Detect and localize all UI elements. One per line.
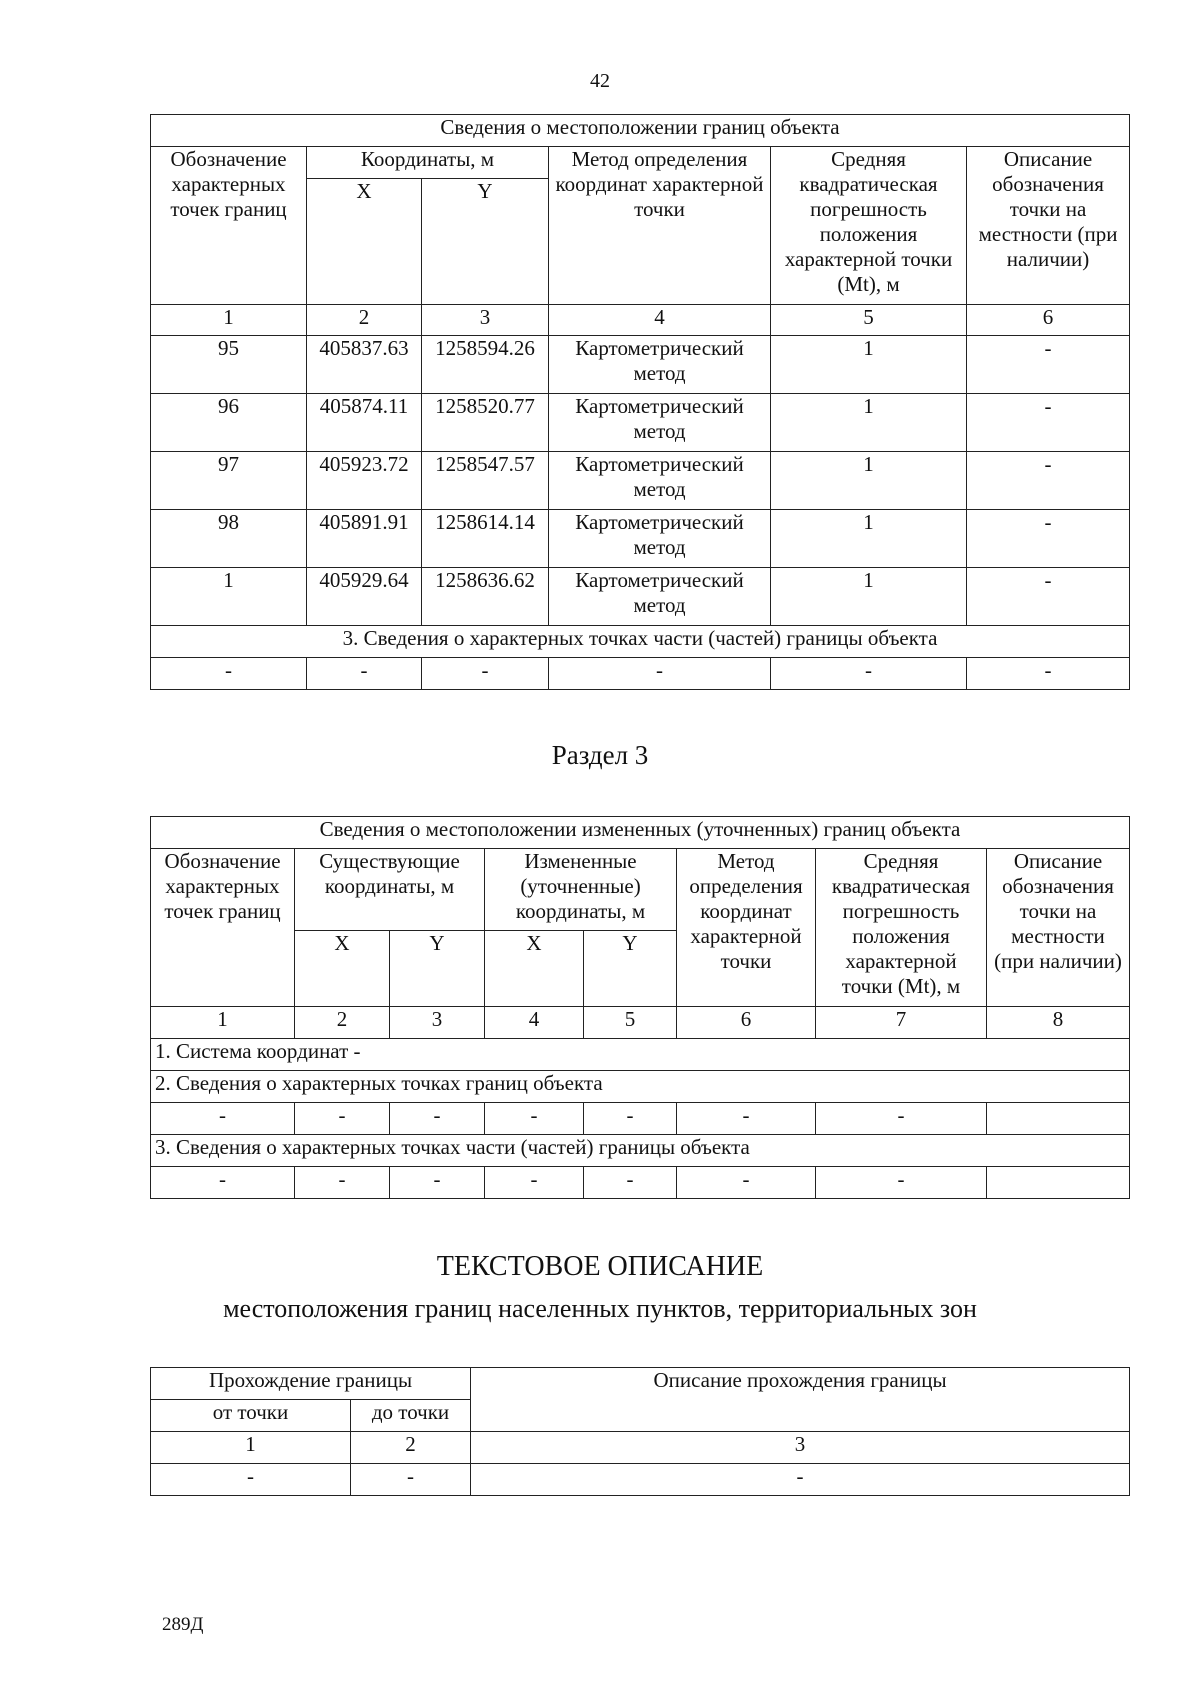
coord-y: 1258594.26 bbox=[422, 336, 549, 394]
cell: - bbox=[151, 1464, 351, 1496]
cell bbox=[987, 1167, 1130, 1199]
col-number: 5 bbox=[584, 1007, 677, 1039]
header-x: X bbox=[485, 931, 584, 1007]
cell: - bbox=[816, 1167, 987, 1199]
header-passage: Прохождение границы bbox=[151, 1368, 471, 1400]
col-number: 2 bbox=[307, 305, 422, 336]
table-row bbox=[151, 336, 1130, 394]
cell: - bbox=[471, 1464, 1130, 1496]
header-y: Y bbox=[584, 931, 677, 1007]
col-number: 6 bbox=[677, 1007, 816, 1039]
header-y: Y bbox=[422, 179, 549, 305]
cell: - bbox=[816, 1103, 987, 1135]
part-points-heading: 3. Сведения о характерных точках части (частей) границы объекта bbox=[151, 1135, 1130, 1167]
header-description: Описание обозначения точки на местности (при наличии) bbox=[987, 849, 1130, 1007]
col-number: 2 bbox=[295, 1007, 390, 1039]
error-value: 1 bbox=[771, 394, 967, 452]
points-heading: 2. Сведения о характерных точках границ объекта bbox=[151, 1071, 1130, 1103]
col-number: 1 bbox=[151, 1007, 295, 1039]
cell: - bbox=[295, 1103, 390, 1135]
cell: - bbox=[485, 1167, 584, 1199]
coord-x: 405891.91 bbox=[307, 510, 422, 568]
description: - bbox=[967, 336, 1130, 394]
header-description: Описание обозначения точки на местности (при наличии) bbox=[967, 147, 1130, 305]
description: - bbox=[967, 568, 1130, 626]
cell: - bbox=[390, 1167, 485, 1199]
method: Картометрический метод bbox=[549, 510, 771, 568]
col-number: 4 bbox=[485, 1007, 584, 1039]
coord-y: 1258547.57 bbox=[422, 452, 549, 510]
header-designation: Обозначение характерных точек границ bbox=[151, 147, 307, 305]
text-description-title: ТЕКСТОВОЕ ОПИСАНИЕ bbox=[436, 1251, 764, 1282]
header-passage-description: Описание прохождения границы bbox=[471, 1368, 1130, 1432]
header-y: Y bbox=[390, 931, 485, 1007]
cell: - bbox=[422, 658, 549, 690]
cell: - bbox=[151, 1167, 295, 1199]
cell: - bbox=[771, 658, 967, 690]
header-method: Метод определения координат характерной точки bbox=[677, 849, 816, 1007]
cell: - bbox=[151, 658, 307, 690]
header-to-point: до точки bbox=[351, 1400, 471, 1432]
coord-x: 405874.11 bbox=[307, 394, 422, 452]
method: Картометрический метод bbox=[549, 394, 771, 452]
col-number: 6 bbox=[967, 305, 1130, 336]
method: Картометрический метод bbox=[549, 336, 771, 394]
coord-x: 405929.64 bbox=[307, 568, 422, 626]
cell: - bbox=[351, 1464, 471, 1496]
header-from-point: от точки bbox=[151, 1400, 351, 1432]
col-number: 3 bbox=[471, 1432, 1130, 1464]
header-existing-coordinates: Существующие координаты, м bbox=[295, 849, 485, 931]
table-row bbox=[151, 1464, 1130, 1496]
cell: - bbox=[584, 1167, 677, 1199]
coord-y: 1258614.14 bbox=[422, 510, 549, 568]
table-row bbox=[151, 1167, 1130, 1199]
cell: - bbox=[485, 1103, 584, 1135]
col-number: 8 bbox=[987, 1007, 1130, 1039]
cell: - bbox=[151, 1103, 295, 1135]
col-number: 5 bbox=[771, 305, 967, 336]
column-numbers-row bbox=[151, 1007, 1130, 1039]
part-points-heading: 3. Сведения о характерных точках части (частей) границы объекта bbox=[151, 626, 1130, 658]
description: - bbox=[967, 394, 1130, 452]
coordinate-system-row: 1. Система координат - bbox=[151, 1039, 1130, 1071]
col-number: 7 bbox=[816, 1007, 987, 1039]
table-title: Сведения о местоположении границ объекта bbox=[151, 115, 1130, 147]
cell: - bbox=[584, 1103, 677, 1135]
cell: - bbox=[390, 1103, 485, 1135]
col-number: 1 bbox=[151, 1432, 351, 1464]
error-value: 1 bbox=[771, 568, 967, 626]
cell: - bbox=[967, 658, 1130, 690]
text-description-subtitle: местоположения границ населенных пунктов, территориальных зон bbox=[223, 1294, 977, 1323]
cell: - bbox=[549, 658, 771, 690]
error-value: 1 bbox=[771, 510, 967, 568]
table-row bbox=[151, 394, 1130, 452]
coord-x: 405837.63 bbox=[307, 336, 422, 394]
header-x: X bbox=[307, 179, 422, 305]
column-numbers-row bbox=[151, 305, 1130, 336]
table-title: Сведения о местоположении измененных (уточненных) границ объекта bbox=[151, 817, 1130, 849]
coord-y: 1258520.77 bbox=[422, 394, 549, 452]
table-row bbox=[151, 510, 1130, 568]
description: - bbox=[967, 452, 1130, 510]
col-number: 3 bbox=[422, 305, 549, 336]
table-row bbox=[151, 658, 1130, 690]
method: Картометрический метод bbox=[549, 452, 771, 510]
page-number: 42 bbox=[590, 70, 610, 92]
header-method: Метод определения координат характерной точки bbox=[549, 147, 771, 305]
header-error: Средняя квадратическая погрешность положения характерной точки (Mt), м bbox=[771, 147, 967, 305]
cell: - bbox=[677, 1103, 816, 1135]
footer-code: 289Д bbox=[162, 1614, 204, 1635]
point-id: 98 bbox=[151, 510, 307, 568]
table-row bbox=[151, 568, 1130, 626]
column-numbers-row bbox=[151, 1432, 1130, 1464]
col-number: 3 bbox=[390, 1007, 485, 1039]
section-title: Раздел 3 bbox=[551, 740, 649, 770]
cell bbox=[987, 1103, 1130, 1135]
coord-y: 1258636.62 bbox=[422, 568, 549, 626]
cell: - bbox=[677, 1167, 816, 1199]
description: - bbox=[967, 510, 1130, 568]
error-value: 1 bbox=[771, 452, 967, 510]
point-id: 97 bbox=[151, 452, 307, 510]
error-value: 1 bbox=[771, 336, 967, 394]
boundary-passage-table bbox=[150, 1367, 1130, 1496]
col-number: 4 bbox=[549, 305, 771, 336]
method: Картометрический метод bbox=[549, 568, 771, 626]
cell: - bbox=[295, 1167, 390, 1199]
table-row bbox=[151, 452, 1130, 510]
point-id: 96 bbox=[151, 394, 307, 452]
col-number: 2 bbox=[351, 1432, 471, 1464]
point-id: 95 bbox=[151, 336, 307, 394]
point-id: 1 bbox=[151, 568, 307, 626]
col-number: 1 bbox=[151, 305, 307, 336]
boundary-location-table bbox=[150, 114, 1130, 690]
header-coordinates: Координаты, м bbox=[307, 147, 549, 179]
cell: - bbox=[307, 658, 422, 690]
header-x: X bbox=[295, 931, 390, 1007]
header-error: Средняя квадратическая погрешность положения характерной точки (Mt), м bbox=[816, 849, 987, 1007]
changed-boundary-table bbox=[150, 816, 1130, 1199]
coord-x: 405923.72 bbox=[307, 452, 422, 510]
table-row bbox=[151, 1103, 1130, 1135]
header-designation: Обозначение характерных точек границ bbox=[151, 849, 295, 1007]
header-changed-coordinates: Измененные (уточненные) координаты, м bbox=[485, 849, 677, 931]
